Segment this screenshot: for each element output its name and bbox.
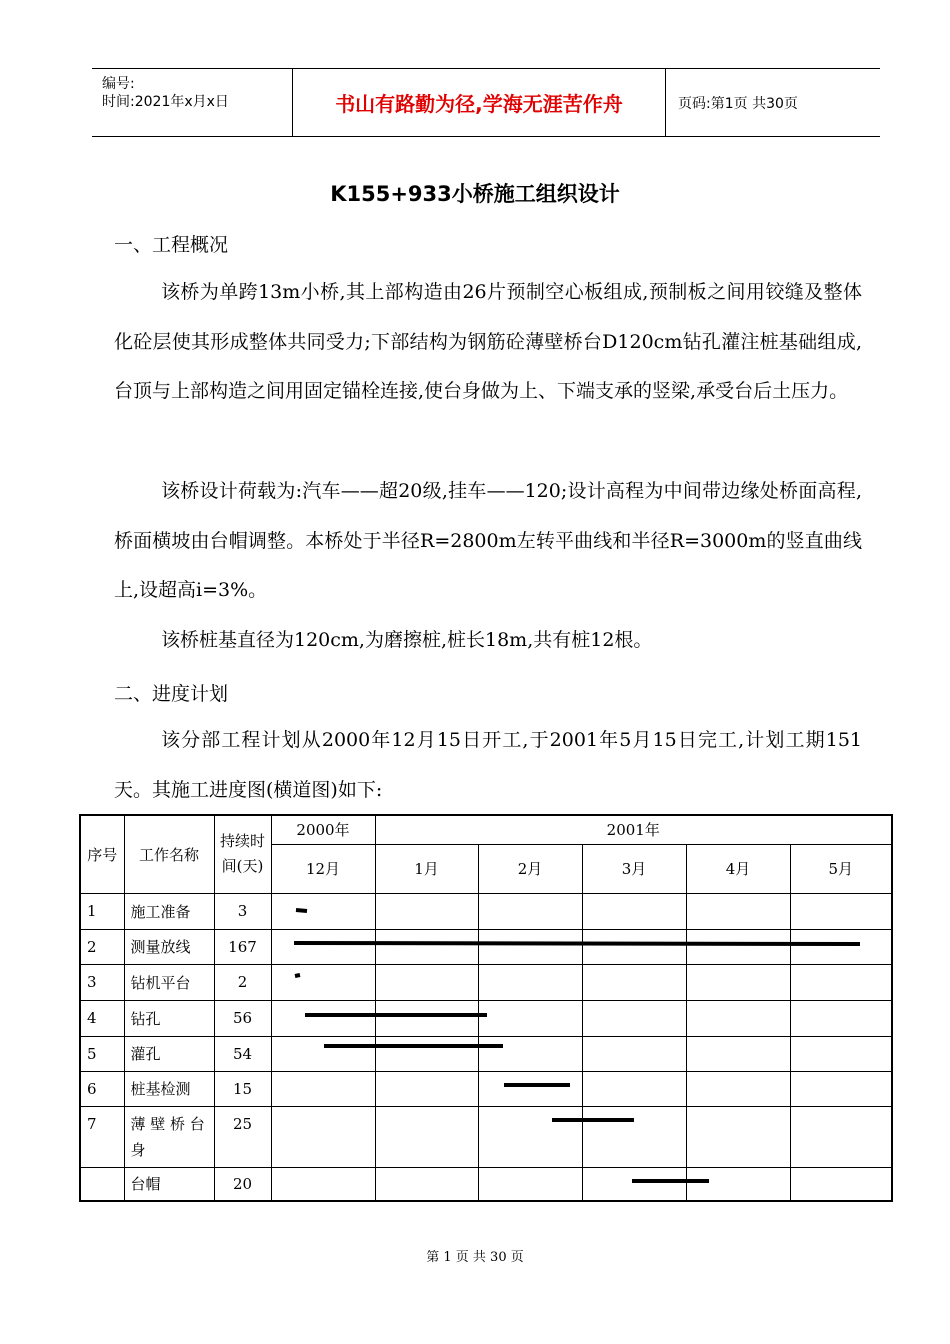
month-header: 2月 (478, 844, 582, 893)
header-meta (92, 69, 293, 136)
month-header: 4月 (686, 844, 790, 893)
month-header: 1月 (375, 844, 478, 893)
row-no: 4 (80, 1000, 124, 1036)
row-no: 3 (80, 964, 124, 1000)
table-row (80, 1071, 892, 1106)
header-motto: 书山有路勤为径,学海无涯苦作舟 (293, 69, 666, 136)
col-header-no: 序号 (80, 815, 124, 893)
table-row (80, 1106, 892, 1167)
row-name: 钻机平台 (124, 964, 214, 1000)
row-duration: 167 (214, 929, 271, 964)
row-no: 7 (80, 1106, 124, 1167)
header-page-number: 页码:第1页 共30页 (678, 95, 798, 112)
paragraph-piles: 该桥桩基直径为120cm,为磨擦桩,桩长18m,共有桩12根。 (161, 629, 653, 651)
row-name: 台帽 (124, 1167, 214, 1201)
table-row (80, 929, 892, 964)
doc-time: 时间:2021年x月x日 (102, 94, 229, 110)
month-header: 12月 (271, 844, 375, 893)
gantt-table (79, 814, 893, 1202)
row-duration: 54 (214, 1036, 271, 1071)
col-header-duration: 持续时间(天) (214, 815, 271, 893)
doc-code: 编号: (102, 76, 135, 92)
row-name: 施工准备 (124, 893, 214, 929)
row-no (80, 1167, 124, 1201)
row-name: 钻孔 (124, 1000, 214, 1036)
col-header-name: 工作名称 (124, 815, 214, 893)
row-duration: 56 (214, 1000, 271, 1036)
year-header-2000: 2000年 (271, 815, 375, 844)
row-duration: 15 (214, 1071, 271, 1106)
month-header: 5月 (790, 844, 892, 893)
month-header: 3月 (582, 844, 686, 893)
row-no: 1 (80, 893, 124, 929)
row-duration: 3 (214, 893, 271, 929)
row-no: 5 (80, 1036, 124, 1071)
row-name: 薄 壁 桥 台 身 (124, 1106, 214, 1167)
table-row (80, 1000, 892, 1036)
row-name: 桩基检测 (124, 1071, 214, 1106)
row-duration: 20 (214, 1167, 271, 1201)
page-header (92, 68, 880, 137)
paragraph-structure: 该桥为单跨13m小桥,其上部构造由26片预制空心板组成,预制板之间用铰缝及整体化砼层使其形成整体共同受力;下部结构为钢筋砼薄壁桥台D120cm钻孔灌注桩基础组成,台顶与上部构造之间用固定锚栓连接,使台身做为上、下端支承的竖梁,承受台后土压力。 (114, 281, 862, 402)
row-name: 测量放线 (124, 929, 214, 964)
page-footer: 第 1 页 共 30 页 (426, 1250, 524, 1265)
table-row (80, 1167, 892, 1201)
section-heading-schedule: 二、进度计划 (114, 683, 229, 705)
table-row (80, 893, 892, 929)
paragraph-schedule: 该分部工程计划从2000年12月15日开工,于2001年5月15日完工,计划工期151天。其施工进度图(横道图)如下: (114, 729, 862, 801)
row-duration: 25 (214, 1106, 271, 1167)
row-name: 灌孔 (124, 1036, 214, 1071)
gantt-chart (79, 814, 891, 1200)
section-heading-overview: 一、工程概况 (114, 234, 229, 256)
row-no: 2 (80, 929, 124, 964)
document-title: K155+933小桥施工组织设计 (330, 182, 620, 206)
table-row (80, 964, 892, 1000)
table-row (80, 1036, 892, 1071)
row-duration: 2 (214, 964, 271, 1000)
row-no: 6 (80, 1071, 124, 1106)
year-header-2001: 2001年 (375, 815, 892, 844)
paragraph-design-load: 该桥设计荷载为:汽车——超20级,挂车——120;设计高程为中间带边缘处桥面高程,桥面横坡由台帽调整。本桥处于半径R=2800m左转平曲线和半径R=3000m的竖直曲线上,设超高i=3%。 (114, 480, 862, 601)
